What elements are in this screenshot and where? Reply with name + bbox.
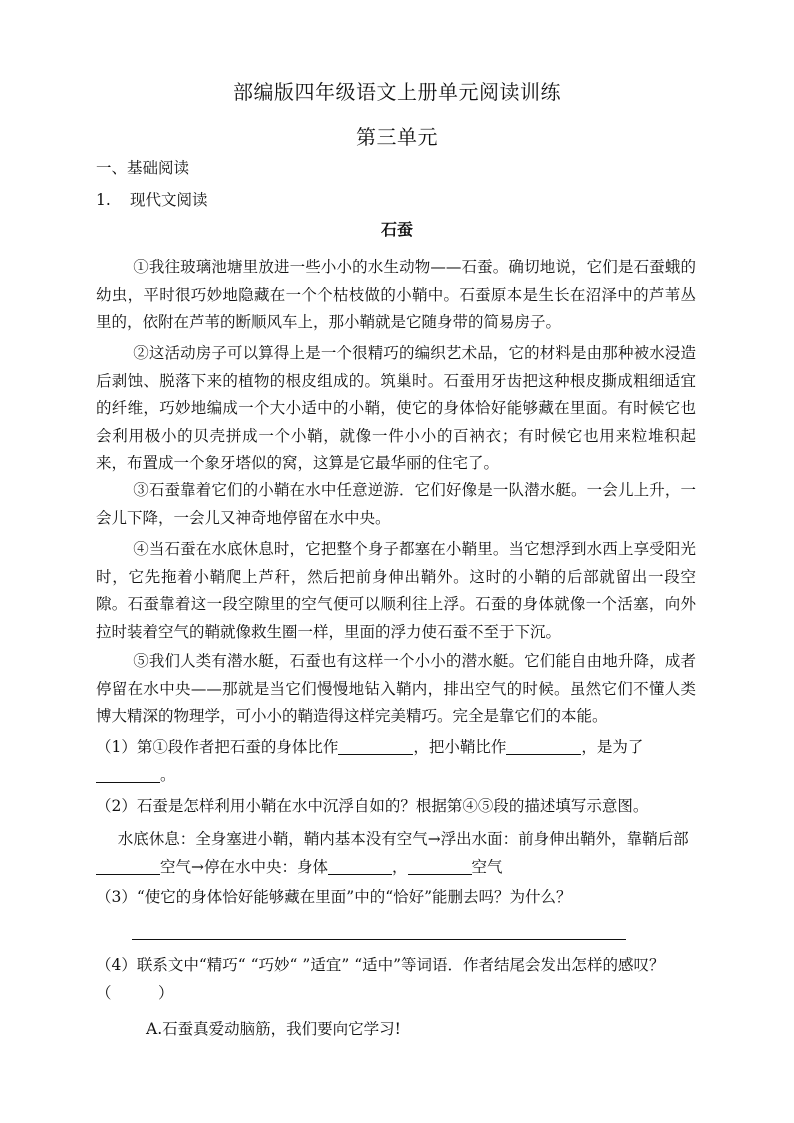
option-a: A.石蚕真爱动脑筋，我们要向它学习! <box>146 1020 401 1038</box>
question-4: （4）联系文中“精巧“ “巧妙“ ”适宜” “适中”等词语．作者结尾会发出怎样的感叹？（ ） <box>96 956 665 1002</box>
answer-blank-6[interactable] <box>408 856 472 875</box>
answer-blank-5[interactable] <box>328 856 392 875</box>
question-2-text-b: 空气→停在水中央：身体 <box>160 857 328 876</box>
question-2-text-c: ， <box>392 857 408 876</box>
document-title: 部编版四年级语文上册单元阅读训练 <box>233 80 561 104</box>
article-title: 石蚕 <box>380 220 413 239</box>
unit-title: 第三单元 <box>356 125 438 149</box>
section-heading: 一、基础阅读 <box>96 159 190 177</box>
article-paragraph-5: ⑤我们人类有潜水艇，石蚕也有这样一个小小的潜水艇。它们能自由地升降，成者停留在水中央——那就是当它们慢慢地钻入鞘内，排出空气的时候。虽然它们不懂人类博大精深的物理学，可小小的鞘造得这样完美精巧。完全是靠它们的本能。 <box>96 652 696 725</box>
subsection-number: 1. <box>96 191 111 209</box>
question-3: （3）“使它的身体恰好能够藏在里面”中的“恰好”能删去吗？为什么？ <box>96 888 572 906</box>
article-paragraph-4: ④当石蚕在水底休息时，它把整个身子都塞在小鞘里。当它想浮到水西上享受阳光时，它先拖着小鞘爬上芦秆，然后把前身伸出鞘外。这时的小鞘的后部就留出一段空隙。石蚕靠着这一段空隙里的空气便可以顺利往上浮。石蚕的身体就像一个活塞，向外拉时装着空气的鞘就像救生圈一样，里面的浮力使石蚕不至于下沉。 <box>96 540 696 641</box>
question-1-text-a: （1）第①段作者把石蚕的身体比作 <box>96 738 339 756</box>
question-1-text-b: ，把小鞘比作 <box>413 738 507 756</box>
question-2-text-d: 空气 <box>471 857 503 876</box>
question-2-diagram-text <box>96 826 696 881</box>
answer-blank-4[interactable] <box>96 856 160 875</box>
question-1-text-d: 。 <box>160 765 176 784</box>
subsection-label: 现代文阅读 <box>130 191 208 209</box>
question-2: （2）石蚕是怎样利用小鞘在水中沉浮自如的？根据第④⑤段的描述填写示意图。 <box>96 797 649 815</box>
answer-line-3[interactable] <box>132 939 626 940</box>
article-paragraph-2: ②这活动房子可以算得上是一个很精巧的编织艺术品，它的材料是由那种被水浸造后剥蚀、脱落下来的植物的根皮组成的。筑巢时。石蚕用牙齿把这种根皮撕成粗细适宜的纤维，巧妙地编成一个大小适中的小鞘，使它的身体恰好能够藏在里面。有时候它也会利用极小的贝壳拼成一个小鞘，就像一件小小的百衲衣；有时候它也用来粒堆积起来，布置成一个象牙塔似的窝，这算是它最华丽的住宅了。 <box>96 344 696 472</box>
answer-blank-2[interactable] <box>506 736 581 755</box>
answer-blank-1[interactable] <box>338 736 413 755</box>
question-1-text-c: ，是为了 <box>581 738 644 756</box>
article-paragraph-3: ③石蚕靠着它们的小鞘在水中任意逆游．它们好像是一队潜水艇。一会儿上升，一会儿下降，一会儿又神奇地停留在水中央。 <box>96 481 696 527</box>
question-1 <box>96 734 696 789</box>
article-paragraph-1: ①我往玻璃池塘里放进一些小小的水生动物——石蚕。确切地说，它们是石蚕蛾的幼虫，平时很巧妙地隐藏在一个个枯枝做的小鞘中。石蚕原本是生长在沼泽中的芦苇丛里的，依附在芦苇的断顺风车上，那小鞘就是它随身带的简易房子。 <box>96 258 696 331</box>
subsection-heading <box>96 188 208 210</box>
answer-blank-3[interactable] <box>96 764 160 783</box>
question-2-text-a: 水底休息：全身塞进小鞘，鞘内基本没有空气→浮出水面：前身伸出鞘外，靠鞘后部 <box>117 830 689 848</box>
